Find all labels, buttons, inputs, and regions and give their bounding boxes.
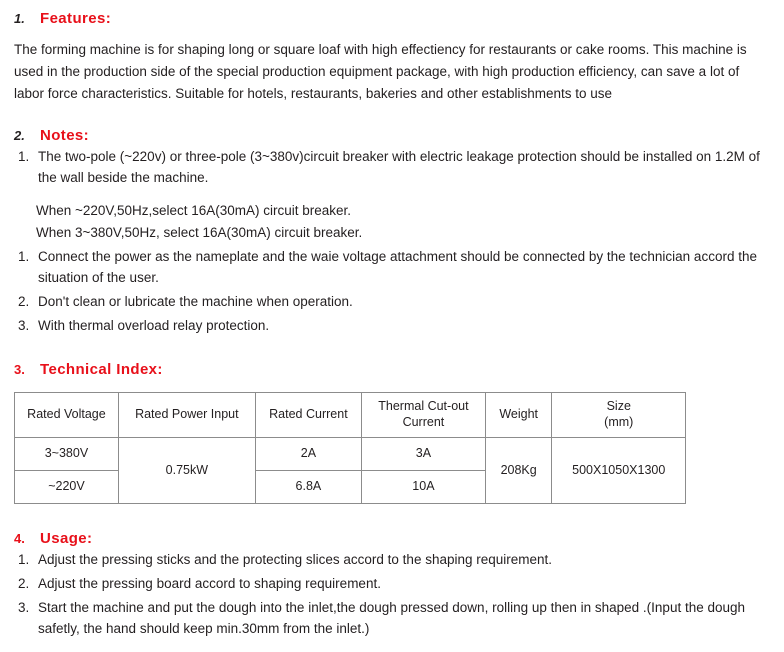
technical-index-table	[14, 392, 686, 504]
list-text: Adjust the pressing sticks and the protecting slices accord to the shaping requirement.	[38, 551, 553, 567]
cell-rated-current-1: 2A	[255, 437, 361, 470]
th-weight: Weight	[485, 392, 552, 437]
list-marker: 1.	[18, 551, 30, 567]
list-marker: 2.	[18, 575, 30, 591]
notes-sub-line-2: When 3~380V,50Hz, select 16A(30mA) circuit breaker.	[36, 225, 363, 241]
list-text: Connect the power as the nameplate and the waie voltage attachment should be connected by the technician accord the situation of the user.	[38, 249, 757, 286]
section-features	[14, 10, 770, 105]
notes-heading	[14, 127, 770, 144]
th-thermal-line1: Thermal Cut-out	[378, 399, 469, 414]
features-paragraph: The forming machine is for shaping long or square loaf with high effectiency for restaurants or cake rooms. This machine is used in the production side of the special production equipment package, with high production efficiency, can save a lot of labor force characteristics. Suitable for hotels, restaurants, bakeries and other establishments to use	[14, 42, 747, 101]
table-header	[15, 392, 686, 437]
cell-rated-current-2: 6.8A	[255, 470, 361, 503]
section-notes	[14, 127, 770, 337]
technical-heading	[14, 361, 770, 378]
th-thermal-cutout-current	[362, 392, 486, 437]
features-title: Features:	[40, 10, 112, 27]
notes-number: 2.	[14, 127, 25, 143]
cell-weight: 208Kg	[485, 437, 552, 503]
notes-list-secondary	[14, 247, 770, 337]
features-heading	[14, 10, 770, 27]
usage-title: Usage:	[40, 529, 93, 547]
list-text: With thermal overload relay protection.	[38, 317, 270, 333]
table-body	[15, 437, 686, 503]
list-marker: 1.	[18, 148, 30, 164]
th-rated-voltage: Rated Voltage	[15, 392, 119, 437]
th-size-line2: (mm)	[604, 414, 634, 429]
list-marker: 1.	[18, 249, 30, 265]
th-rated-power-input: Rated Power Input	[118, 392, 255, 437]
list-text: Adjust the pressing board accord to shaping requirement.	[38, 575, 381, 591]
list-item	[14, 550, 770, 571]
list-marker: 3.	[18, 317, 30, 333]
cell-thermal-cutout-1: 3A	[362, 437, 486, 470]
list-marker: 2.	[18, 293, 30, 309]
usage-number: 4.	[14, 530, 25, 546]
usage-heading	[14, 530, 770, 547]
notes-sub-line-1: When ~220V,50Hz,select 16A(30mA) circuit breaker.	[36, 203, 352, 219]
list-marker: 3.	[18, 599, 30, 615]
section-technical-index	[14, 361, 770, 504]
cell-thermal-cutout-2: 10A	[362, 470, 486, 503]
th-size	[552, 392, 686, 437]
list-item	[14, 598, 770, 640]
th-size-line1: Size	[606, 399, 631, 414]
cell-rated-power-input: 0.75kW	[118, 437, 255, 503]
notes-sub-lines	[36, 200, 770, 244]
section-usage	[14, 530, 770, 640]
list-item	[14, 574, 770, 595]
notes-list-primary	[14, 147, 770, 189]
th-rated-current: Rated Current	[255, 392, 361, 437]
cell-size: 500X1050X1300	[552, 437, 686, 503]
features-number: 1.	[14, 11, 25, 26]
th-thermal-line2: Current	[402, 414, 445, 429]
list-text: The two-pole (~220v) or three-pole (3~380v)circuit breaker with electric leakage protection should be installed on 1.2M of the wall beside the machine.	[38, 148, 760, 185]
technical-number: 3.	[14, 361, 25, 377]
list-item	[14, 292, 770, 313]
table-header-row	[15, 392, 686, 437]
notes-title: Notes:	[40, 126, 90, 144]
list-item	[14, 247, 770, 289]
cell-rated-voltage-1: 3~380V	[15, 437, 119, 470]
technical-title: Technical Index:	[40, 360, 163, 378]
list-text: Start the machine and put the dough into the inlet,the dough pressed down, rolling up then in shaped .(Input the dough safetly, the hand should keep min.30mm from the inlet.)	[38, 599, 746, 636]
list-item	[14, 147, 770, 189]
usage-list	[14, 550, 770, 640]
list-text: Don't clean or lubricate the machine when operation.	[38, 293, 353, 309]
table-row	[15, 437, 686, 470]
list-item	[14, 316, 770, 337]
cell-rated-voltage-2: ~220V	[15, 470, 119, 503]
